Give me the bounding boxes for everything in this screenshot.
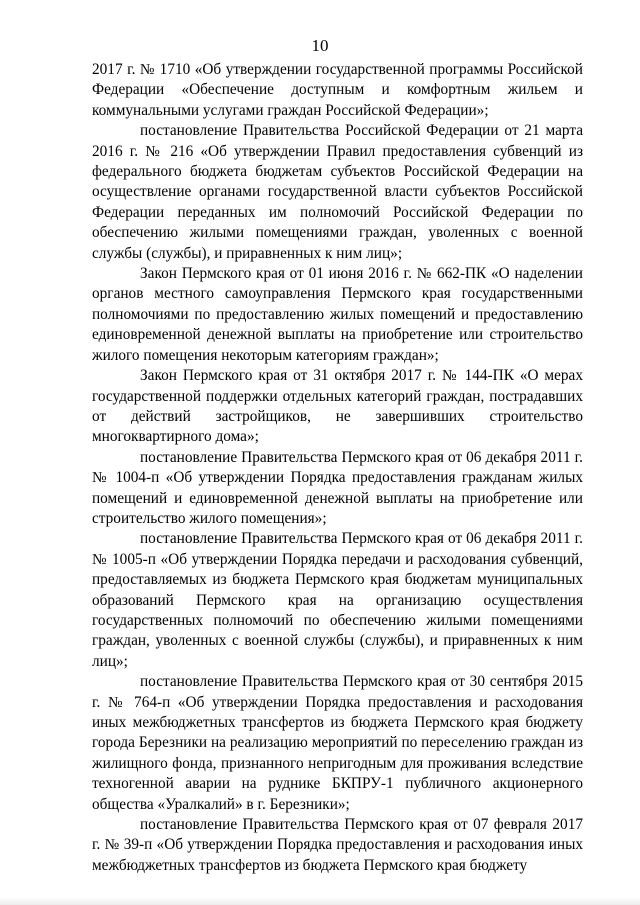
document-body — [92, 60, 583, 876]
paragraph-resolution-216: постановление Правительства Российской Федерации от 21 марта 2016 г. № 216 «Об утверждении Правил предоставления субвенций из федерального бюджета бюджетам субъектов Российской Федерации на осуществление органами государственной власти субъектов Российской Федерации переданных им полномочий Российской Федерации по обеспечению жилыми помещениями граждан, уволенных с военной службы (службы), и приравненных к ним лиц»; — [92, 122, 583, 262]
paragraph-resolution-764-p: постановление Правительства Пермского края от 30 сентября 2015 г. № 764-п «Об утверждении Порядка предоставления и расходования иных межбюджетных трансфертов из бюджета Пермского края бюджету города Березники на реализацию мероприятий по переселению граждан из жилищного фонда, признанного непригодным для проживания вследствие техногенной аварии на руднике БКПРУ-1 публичного акционерного общества «Уралкалий» в г. Березники»; — [92, 673, 583, 813]
paragraph-resolution-1004-p: постановление Правительства Пермского края от 06 декабря 2011 г. № 1004-п «Об утверждении Порядка предоставления гражданам жилых помещений и единовременной денежной выплаты на приобретение или строительство жилого помещения»; — [92, 448, 583, 527]
paragraph-resolution-1005-p: постановление Правительства Пермского края от 06 декабря 2011 г. № 1005-п «Об утверждении Порядка передачи и расходования субвенций, предоставляемых из бюджета Пермского края бюджетам муниципальных образований Пермского края на организацию осуществления государственных полномочий по обеспечению жилыми помещениями граждан, уволенных с военной службы (службы), и приравненных к ним лиц»; — [92, 530, 583, 670]
paragraph-law-144-pk: Закон Пермского края от 31 октября 2017 г. № 144-ПК «О мерах государственной поддержки отдельных категорий граждан, пострадавших от действий застройщиков, не завершивших строительство многоквартирного дома»; — [92, 367, 583, 446]
page-bottom-edge — [0, 897, 640, 905]
paragraph-resolution-39-p: постановление Правительства Пермского края от 07 февраля 2017 г. № 39-п «Об утверждении Порядка предоставления и расходования иных межбюджетных трансфертов из бюджета Пермского края бюджету — [92, 816, 583, 874]
page-number: 10 — [311, 36, 329, 55]
paragraph-program-1710: 2017 г. № 1710 «Об утверждении государственной программы Российской Федерации «Обеспечение доступным и комфортным жильем и коммунальными услугами граждан Российской Федерации»; — [92, 61, 583, 119]
paragraph-law-662-pk: Закон Пермского края от 01 июня 2016 г. № 662-ПК «О наделении органов местного самоуправления Пермского края государственными полномочиями по предоставлению жилых помещений и предоставлению единовременной денежной выплаты на приобретение или строительство жилого помещения некоторым категориям граждан»; — [92, 265, 583, 364]
